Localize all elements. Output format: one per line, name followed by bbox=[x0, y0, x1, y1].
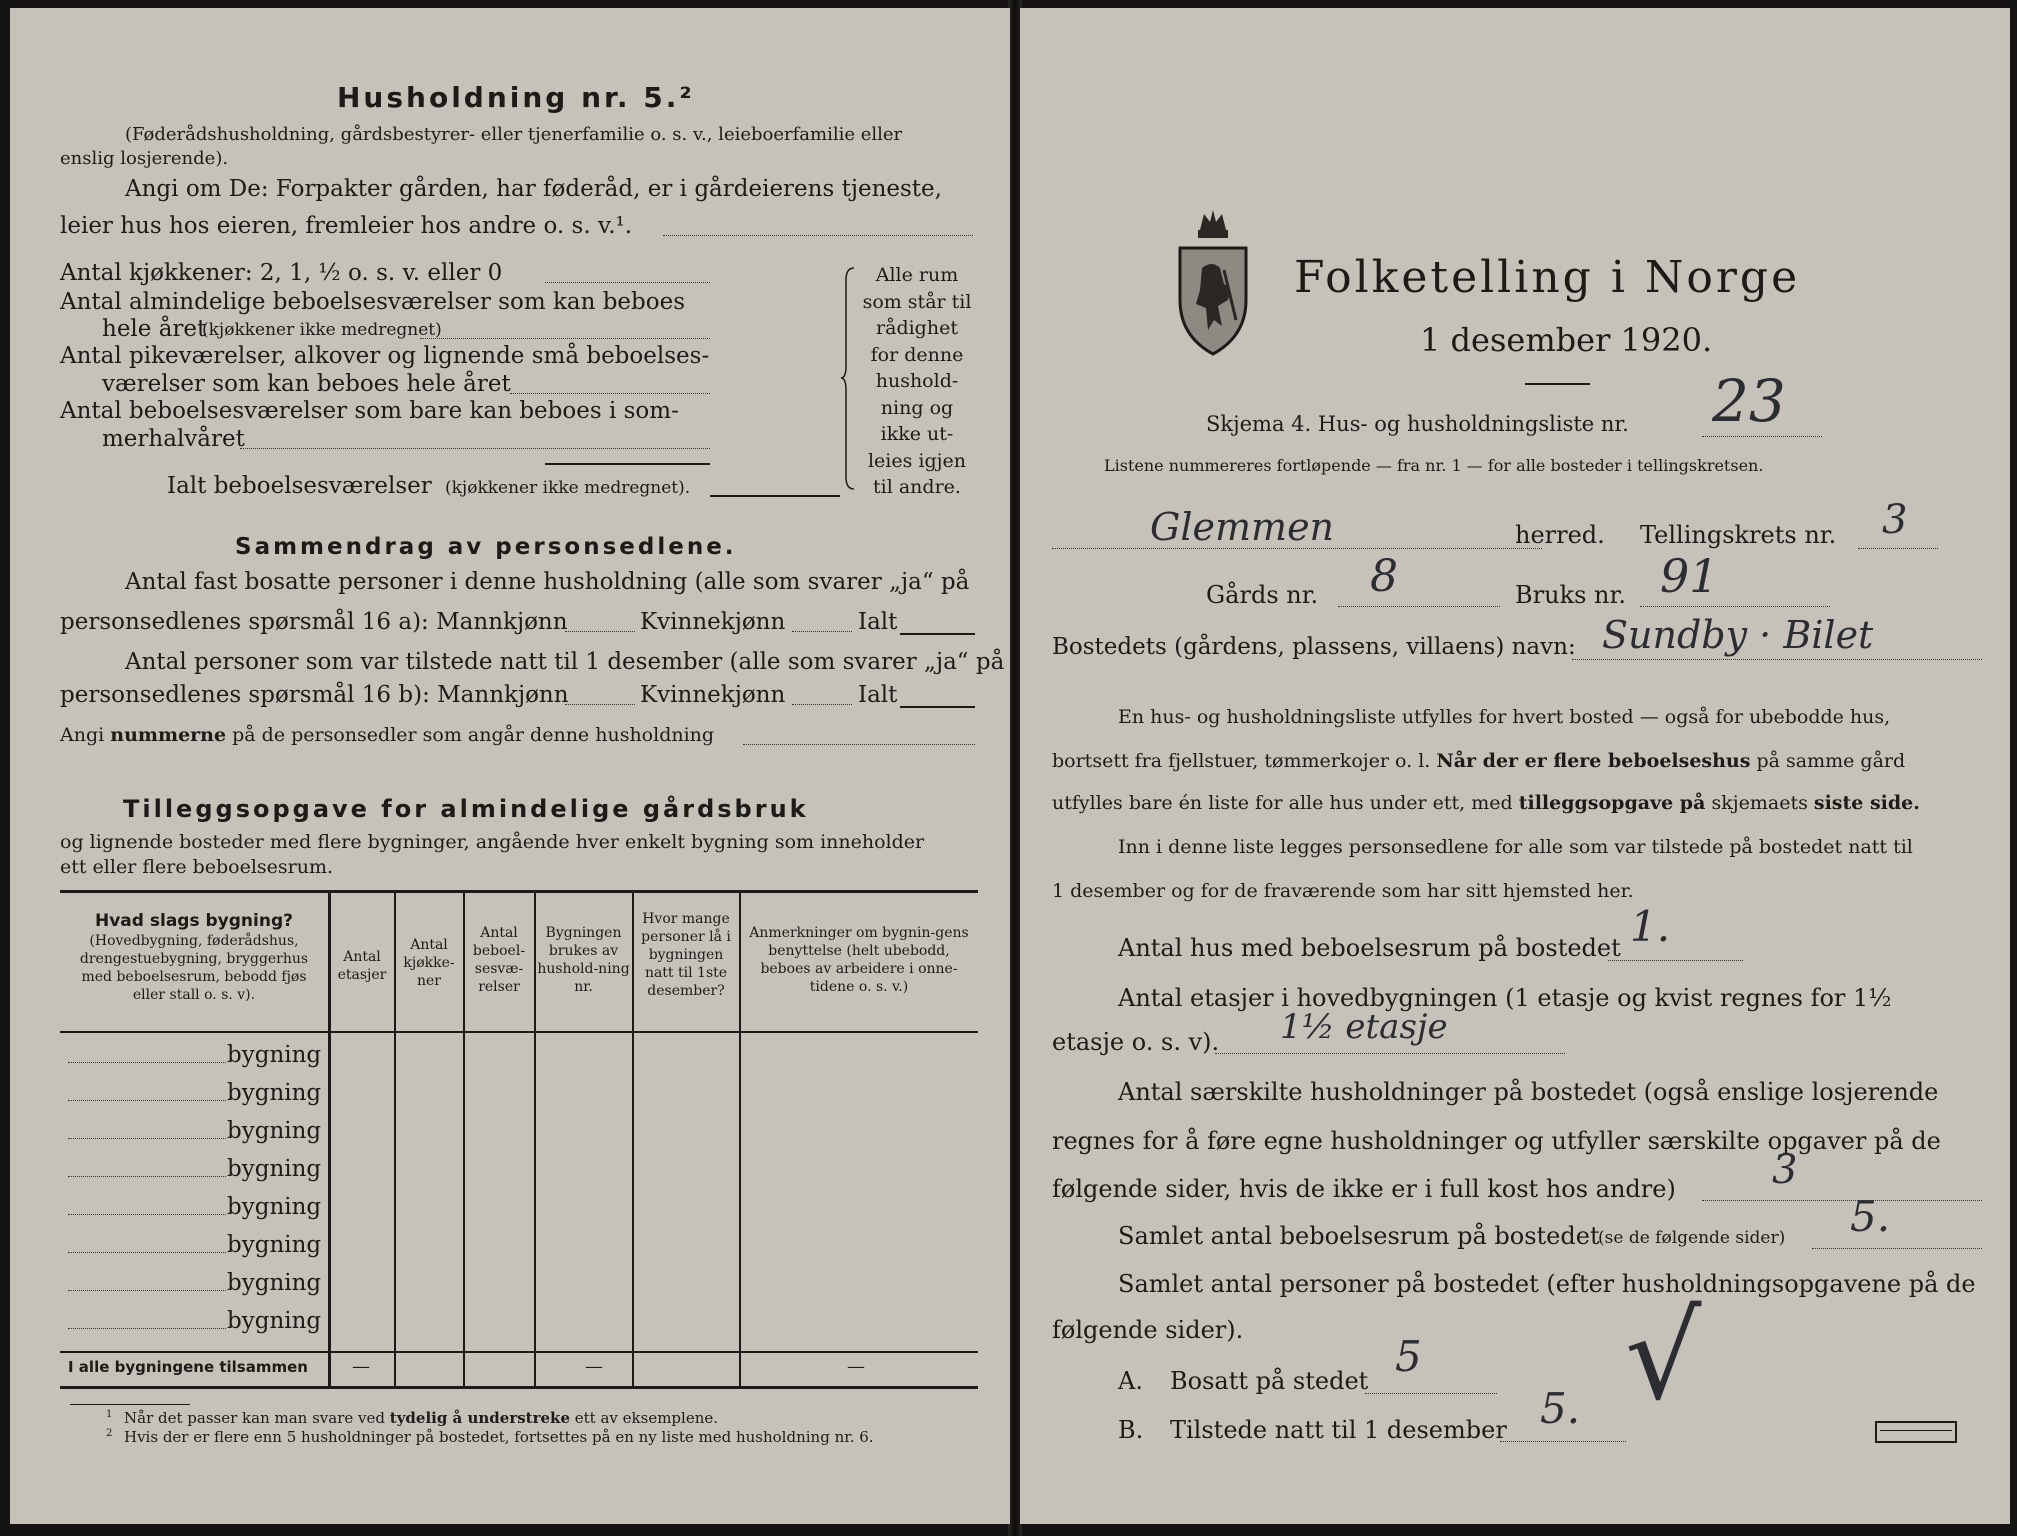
nummerne-word: nummerne bbox=[110, 724, 227, 746]
sammendrag-title: Sammendrag av personsedlene. bbox=[235, 534, 737, 560]
samlet-personer-line1: Samlet antal personer på bostedet (efter husholdningsopgavene på de bbox=[1118, 1270, 1976, 1298]
etasjer-line2: etasje o. s. v). bbox=[1052, 1028, 1220, 1056]
tilstede-kvinne-fill bbox=[792, 704, 852, 705]
footnote1-b: tydelig å understreke bbox=[389, 1409, 570, 1427]
angi-word: Angi bbox=[60, 724, 105, 746]
tilstede-ialt-fill bbox=[900, 706, 975, 708]
tellingskrets-value: 3 bbox=[1882, 497, 1908, 543]
bygning-row-label: bygning bbox=[227, 1156, 322, 1182]
bygning-row-label: bygning bbox=[227, 1270, 322, 1296]
col-vaerelser-header: Antal beboel-sesvæ-relser bbox=[472, 925, 526, 995]
table-header-rule bbox=[60, 1031, 978, 1033]
samlet-personer-line2: følgende sider). bbox=[1052, 1316, 1244, 1344]
col-building-type-desc: (Hovedbygning, føderådshus, drengestuebygning, bryggerhus med beboelsesrum, bebodd fjøs eller stall o. s. v). bbox=[79, 933, 309, 1003]
tillegg-sub-line1: og lignende bosteder med flere bygninger, angående hver enkelt bygning som inneholder bbox=[60, 831, 925, 853]
samlet-rum-note: (se de følgende sider) bbox=[1598, 1228, 1786, 1248]
footnote1-marker: 1 bbox=[106, 1409, 113, 1420]
col-anmerkninger-header: Anmerkninger om bygnin-gens benyttelse (helt ubebodd, beboes av arbeidere i onne-tidene o. s. v.) bbox=[749, 925, 969, 995]
footnote2-marker: 2 bbox=[106, 1428, 113, 1439]
husholdninger-value: 3 bbox=[1772, 1147, 1798, 1193]
info-para2-line2: 1 desember og for de fraværende som har sitt hjemsted her. bbox=[1052, 880, 1634, 902]
info-para1-line2 bbox=[1052, 752, 1905, 771]
table-col-sep bbox=[394, 892, 396, 1387]
bygning-row-label: bygning bbox=[227, 1042, 322, 1068]
table-col-sep bbox=[739, 892, 741, 1387]
antal-hus-fill bbox=[1608, 960, 1743, 961]
check-mark: √ bbox=[1625, 1288, 1702, 1427]
gards-label: Gårds nr. bbox=[1206, 581, 1319, 609]
footnote-rule bbox=[70, 1404, 190, 1405]
footnote2: Hvis der er flere enn 5 husholdninger på bostedet, fortsettes på en ny liste med husholdning nr. 6. bbox=[124, 1428, 874, 1446]
angi-line2: leier hus hos eieren, fremleier hos andre o. s. v.¹. bbox=[60, 213, 633, 239]
ialt-rooms-note: (kjøkkener ikke medregnet). bbox=[445, 478, 691, 498]
footnote1 bbox=[124, 1411, 718, 1426]
total-row-label: I alle bygningene tilsammen bbox=[68, 1358, 308, 1376]
sammendrag-line4: personsedlenes spørsmål 16 b): Mannkjønn bbox=[60, 682, 569, 708]
angi-nummerne-line bbox=[60, 726, 714, 745]
brace-note-line: leies igjen bbox=[867, 449, 967, 472]
info-para2-line1: Inn i denne liste legges personsedlene for alle som var tilstede på bostedet natt til bbox=[1118, 836, 1913, 858]
brace-note-line: rådighet bbox=[876, 317, 958, 339]
table-total-rule bbox=[60, 1351, 978, 1353]
col-building-type-header bbox=[65, 910, 323, 1004]
brace-note-line: hushold- bbox=[875, 370, 959, 392]
sommer-label-line2: merhalvåret bbox=[102, 426, 245, 452]
etasjer-fill bbox=[1215, 1053, 1565, 1054]
col-husholdning-header: Bygningen brukes av hushold-ning nr. bbox=[537, 925, 630, 995]
info-para1-line3-c: skjemaets bbox=[1711, 792, 1808, 814]
bosted-label: Bostedets (gårdens, plassens, villaens) navn: bbox=[1052, 634, 1576, 660]
fast-ialt-label: Ialt bbox=[858, 609, 898, 635]
bygning-fill bbox=[68, 1138, 226, 1139]
col-personer-header: Hvor mange personer lå i bygningen natt til 1ste desember? bbox=[641, 911, 731, 999]
angi-rest: på de personsedler som angår denne husholdning bbox=[232, 724, 715, 746]
alm-label-line1: Antal almindelige beboelsesværelser som kan beboes bbox=[60, 289, 686, 315]
husholdninger-line1: Antal særskilte husholdninger på bostedet (også enslige losjerende bbox=[1118, 1078, 1939, 1106]
right-page bbox=[1020, 8, 2010, 1524]
info-para1-line2-b: Når der er flere beboelseshus bbox=[1436, 750, 1751, 772]
total-anmerkninger-dash: — bbox=[847, 1356, 865, 1377]
fast-ialt-fill bbox=[900, 633, 975, 635]
tilstede-mann-fill bbox=[565, 704, 635, 705]
ialt-rooms-fill bbox=[710, 495, 840, 497]
brace-note-line: ning og bbox=[880, 396, 954, 419]
brace-note-line: til andre. bbox=[873, 476, 961, 498]
skjema-nr-fill bbox=[1702, 436, 1822, 437]
brace-note-line: for denne bbox=[870, 343, 964, 366]
sommer-fill bbox=[240, 448, 710, 449]
listene-note: Listene nummereres fortløpende — fra nr. 1 — for alle bosteder i tellingskretsen. bbox=[1104, 456, 1764, 475]
household-title: Husholdning nr. 5.² bbox=[337, 81, 695, 114]
printer-stamp bbox=[1875, 1421, 1957, 1443]
bygning-fill bbox=[68, 1176, 226, 1177]
total-husholdning-dash: — bbox=[585, 1356, 603, 1377]
footnote1-a: Når det passer kan man svare ved bbox=[124, 1409, 385, 1427]
fast-kvinne-fill bbox=[792, 631, 852, 632]
bygning-row-label: bygning bbox=[227, 1118, 322, 1144]
tilstede-fill bbox=[1500, 1441, 1626, 1442]
col-kjokkener-header: Antal kjøkke-ner bbox=[403, 937, 455, 989]
brace-note bbox=[858, 262, 976, 501]
ialt-rooms-label: Ialt beboelsesværelser bbox=[167, 473, 432, 499]
bygning-row-label: bygning bbox=[227, 1308, 322, 1334]
angi-line1: Angi om De: Forpakter gården, har føderåd, er i gårdeierens tjeneste, bbox=[125, 176, 942, 202]
info-para1-line3-a: utfylles bare én liste for alle hus under ett, med bbox=[1052, 792, 1513, 814]
info-para1-line3-b: tilleggsopgave på bbox=[1518, 792, 1706, 814]
tilstede-kvinne-label: Kvinnekjønn bbox=[640, 682, 786, 708]
sammendrag-line3: Antal personer som var tilstede natt til 1 desember (alle som svarer „ja“ på bbox=[125, 649, 1005, 675]
sammendrag-line2: personsedlenes spørsmål 16 a): Mannkjønn bbox=[60, 609, 568, 635]
samlet-rum-value: 5. bbox=[1850, 1192, 1891, 1241]
bygning-fill bbox=[68, 1214, 226, 1215]
household-intro-line2: enslig losjerende). bbox=[60, 148, 229, 169]
sommer-label-line1: Antal beboelsesværelser som bare kan beboes i som- bbox=[60, 398, 679, 424]
etasjer-value: 1½ etasje bbox=[1280, 1007, 1448, 1047]
household-intro-line1: (Føderådshusholdning, gårdsbestyrer- eller tjenerfamilie o. s. v., leieboerfamilie eller bbox=[125, 124, 903, 145]
bosted-value: Sundby · Bilet bbox=[1602, 613, 1874, 657]
table-col-sep bbox=[463, 892, 465, 1387]
fast-kvinne-label: Kvinnekjønn bbox=[640, 609, 786, 635]
kjokkener-label: Antal kjøkkener: 2, 1, ½ o. s. v. eller 0 bbox=[60, 260, 503, 286]
gards-fill bbox=[1338, 606, 1500, 607]
tilstede-ialt-label: Ialt bbox=[858, 682, 898, 708]
husholdninger-line3: følgende sider, hvis de ikke er i full kost hos andre) bbox=[1052, 1175, 1676, 1203]
table-col-sep bbox=[632, 892, 634, 1387]
tillegg-title: Tilleggsopgave for almindelige gårdsbruk bbox=[123, 795, 809, 823]
bygning-row-label: bygning bbox=[227, 1194, 322, 1220]
table-top-rule bbox=[60, 890, 978, 893]
pike-label-line1: Antal pikeværelser, alkover og lignende små beboelses- bbox=[60, 343, 710, 369]
bygning-fill bbox=[68, 1100, 226, 1101]
bosatt-fill bbox=[1365, 1393, 1497, 1394]
tellingskrets-fill bbox=[1858, 548, 1938, 549]
alm-label-note: (kjøkkener ikke medregnet) bbox=[202, 320, 442, 340]
bosatt-letter: A. bbox=[1118, 1367, 1143, 1395]
husholdninger-fill bbox=[1702, 1200, 1982, 1201]
footnote1-c: ett av eksemplene. bbox=[574, 1409, 719, 1427]
antal-hus-value: 1. bbox=[1630, 902, 1671, 951]
tilstede-letter: B. bbox=[1118, 1416, 1144, 1444]
nummerne-fill bbox=[743, 744, 975, 745]
skjema-label: Skjema 4. Hus- og husholdningsliste nr. bbox=[1206, 412, 1629, 436]
info-para1-line2-c: på samme gård bbox=[1756, 750, 1906, 772]
total-etasjer-dash: — bbox=[352, 1356, 370, 1377]
bygning-row-label: bygning bbox=[227, 1080, 322, 1106]
tillegg-sub-line2: ett eller flere beboelsesrum. bbox=[60, 856, 334, 878]
col-building-type-title: Hvad slags bygning? bbox=[95, 911, 293, 931]
sammendrag-line1: Antal fast bosatte personer i denne husholdning (alle som svarer „ja“ på bbox=[125, 569, 970, 595]
etasjer-line1: Antal etasjer i hovedbygningen (1 etasje og kvist regnes for 1½ bbox=[1118, 984, 1892, 1012]
table-col-sep bbox=[534, 892, 536, 1387]
bygning-fill bbox=[68, 1252, 226, 1253]
bosatt-label: Bosatt på stedet bbox=[1170, 1367, 1369, 1395]
herred-value: Glemmen bbox=[1150, 505, 1335, 549]
husholdninger-line2: regnes for å føre egne husholdninger og utfyller særskilte opgaver på de bbox=[1052, 1127, 1941, 1155]
bygning-fill bbox=[68, 1062, 226, 1063]
census-date: 1 desember 1920. bbox=[1420, 321, 1713, 359]
skjema-nr-value: 23 bbox=[1712, 367, 1786, 435]
angi-fill-line bbox=[663, 235, 973, 236]
rooms-sum-rule bbox=[545, 463, 710, 465]
alm-fill bbox=[420, 338, 710, 339]
herred-label: herred. bbox=[1515, 521, 1605, 549]
kjokkener-fill bbox=[545, 282, 710, 283]
info-para1-line3-d: siste side. bbox=[1813, 792, 1920, 814]
info-para1-line2-a: bortsett fra fjellstuer, tømmerkojer o. l. bbox=[1052, 750, 1431, 772]
brace-note-line: som står til bbox=[862, 290, 972, 313]
samlet-rum-fill bbox=[1812, 1248, 1982, 1249]
brace-note-line: ikke ut- bbox=[880, 423, 954, 445]
pike-label-line2: værelser som kan beboes hele året bbox=[102, 371, 511, 397]
bygning-fill bbox=[68, 1290, 226, 1291]
brace-note-line: Alle rum bbox=[875, 264, 959, 286]
tilstede-value: 5. bbox=[1540, 1384, 1581, 1433]
bygning-fill bbox=[68, 1328, 226, 1329]
bruks-value: 91 bbox=[1660, 549, 1719, 603]
antal-hus-label: Antal hus med beboelsesrum på bostedet bbox=[1118, 934, 1621, 962]
tilstede-label: Tilstede natt til 1 desember bbox=[1170, 1416, 1507, 1444]
info-para1-line3 bbox=[1052, 794, 1920, 813]
bosatt-value: 5 bbox=[1395, 1332, 1422, 1381]
col-etasjer-header: Antal etasjer bbox=[337, 949, 387, 983]
tellingskrets-label: Tellingskrets nr. bbox=[1640, 521, 1837, 549]
info-para1-line1: En hus- og husholdningsliste utfylles for hvert bosted — også for ubebodde hus, bbox=[1118, 706, 1891, 728]
left-page bbox=[10, 8, 1010, 1524]
bygning-row-label: bygning bbox=[227, 1232, 322, 1258]
samlet-rum-label: Samlet antal beboelsesrum på bostedet bbox=[1118, 1222, 1600, 1250]
coat-of-arms-icon bbox=[1172, 208, 1254, 358]
fast-mann-fill bbox=[565, 631, 635, 632]
pike-fill bbox=[510, 393, 710, 394]
title-divider bbox=[1525, 383, 1590, 385]
bruks-fill bbox=[1640, 606, 1830, 607]
alm-label-line2: hele året bbox=[102, 316, 207, 342]
table-bottom-rule bbox=[60, 1386, 978, 1389]
table-col-sep bbox=[328, 892, 331, 1387]
rooms-brace bbox=[840, 266, 860, 491]
gards-value: 8 bbox=[1370, 551, 1398, 602]
census-title: Folketelling i Norge bbox=[1294, 252, 1801, 303]
bosted-fill bbox=[1572, 659, 1982, 660]
bruks-label: Bruks nr. bbox=[1515, 581, 1626, 609]
